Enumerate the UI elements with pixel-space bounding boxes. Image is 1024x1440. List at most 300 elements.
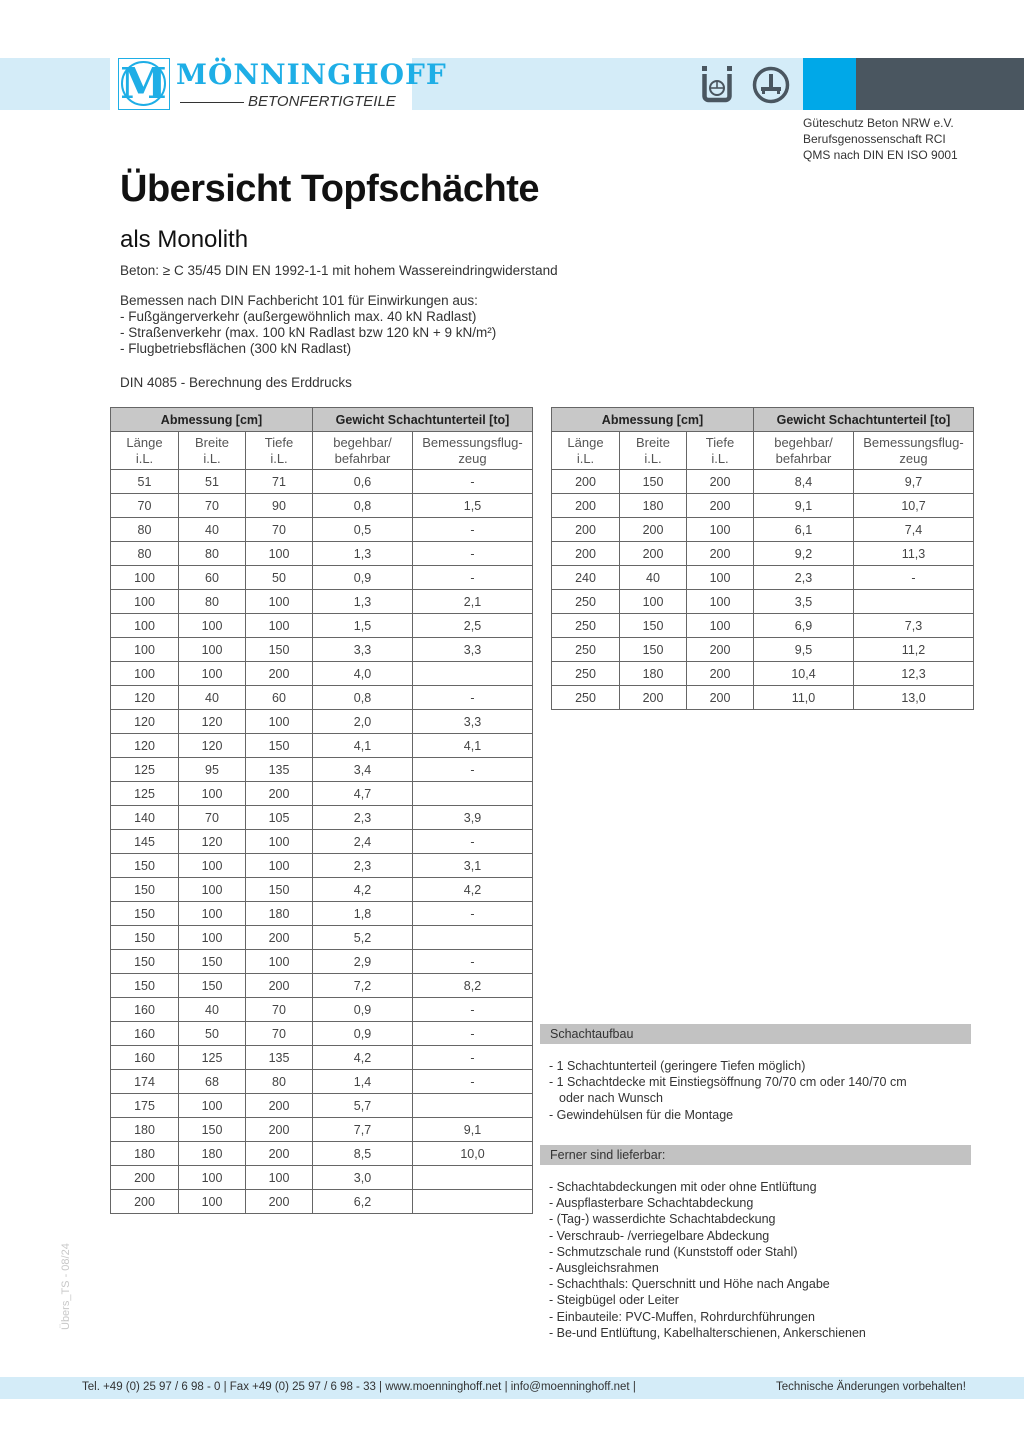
col-aircraft-cell xyxy=(413,926,533,950)
table-row xyxy=(552,494,974,518)
col-length-cell: 200 xyxy=(111,1166,179,1190)
col-length-cell: 175 xyxy=(111,1094,179,1118)
header-line: i.L. xyxy=(644,450,662,466)
col-length-cell: 180 xyxy=(111,1142,179,1166)
col-width-cell: 100 xyxy=(179,854,246,878)
logo-mark xyxy=(118,58,170,110)
col-aircraft-cell: 2,1 xyxy=(413,590,533,614)
col-aircraft-cell: 10,0 xyxy=(413,1142,533,1166)
col-depth-cell: 200 xyxy=(246,974,313,998)
table-row xyxy=(552,686,974,710)
col-aircraft-cell: 9,7 xyxy=(854,470,974,494)
col-width-cell: 60 xyxy=(179,566,246,590)
col-aircraft-cell: 4,2 xyxy=(413,878,533,902)
col-depth-cell: 50 xyxy=(246,566,313,590)
col-aircraft-cell: - xyxy=(413,950,533,974)
header-line: Breite xyxy=(195,434,229,450)
col-aircraft-cell xyxy=(413,1190,533,1214)
list-item: - 1 Schachtunterteil (geringere Tiefen möglich) xyxy=(549,1059,806,1073)
col-width-cell: 95 xyxy=(179,758,246,782)
table-row xyxy=(111,782,533,806)
col-length-cell: 80 xyxy=(111,542,179,566)
col-depth-cell: 150 xyxy=(246,878,313,902)
col-walkable-cell: 1,3 xyxy=(313,542,413,566)
col-aircraft-cell xyxy=(413,1094,533,1118)
header-line: i.L. xyxy=(711,450,729,466)
col-length-cell: 140 xyxy=(111,806,179,830)
col-depth-cell: 200 xyxy=(246,662,313,686)
table-row xyxy=(552,566,974,590)
table-row xyxy=(111,1094,533,1118)
col-depth-header xyxy=(246,432,313,470)
col-depth-cell: 100 xyxy=(687,566,754,590)
design-item: - Flugbetriebsflächen (300 kN Radlast) xyxy=(120,341,352,356)
col-aircraft-cell: 3,3 xyxy=(413,638,533,662)
table-row xyxy=(111,878,533,902)
dimensions-table-left xyxy=(110,407,533,1214)
header-line: i.L. xyxy=(270,450,288,466)
header-line: i.L. xyxy=(135,450,154,466)
header-weight: Gewicht Schachtunterteil [to] xyxy=(754,408,974,432)
col-aircraft-cell xyxy=(854,590,974,614)
design-item: - Fußgängerverkehr (außergewöhnlich max. 40 kN Radlast) xyxy=(120,309,477,324)
col-width-cell: 120 xyxy=(179,830,246,854)
header-dimensions: Abmessung [cm] xyxy=(552,408,754,432)
header-line: Bemessungsflug- xyxy=(422,434,523,450)
col-depth-cell: 105 xyxy=(246,806,313,830)
col-walkable-cell: 0,9 xyxy=(313,998,413,1022)
col-depth-cell: 200 xyxy=(246,1118,313,1142)
company-name: MÖNNINGHOFF xyxy=(176,58,447,91)
col-depth-cell: 90 xyxy=(246,494,313,518)
col-width-cell: 200 xyxy=(620,518,687,542)
col-aircraft-header xyxy=(413,432,533,470)
col-length-cell: 250 xyxy=(552,638,620,662)
col-aircraft-cell: 4,1 xyxy=(413,734,533,758)
col-width-cell: 40 xyxy=(179,518,246,542)
table-row xyxy=(552,662,974,686)
col-depth-cell: 70 xyxy=(246,998,313,1022)
col-walkable-cell: 4,1 xyxy=(313,734,413,758)
col-length-cell: 160 xyxy=(111,1046,179,1070)
col-walkable-cell: 0,9 xyxy=(313,1022,413,1046)
col-aircraft-cell: 12,3 xyxy=(854,662,974,686)
quality-seal-icon xyxy=(700,66,734,104)
certifications xyxy=(803,115,958,163)
col-depth-cell: 71 xyxy=(246,470,313,494)
col-length-cell: 120 xyxy=(111,686,179,710)
col-depth-cell: 100 xyxy=(687,614,754,638)
table-row xyxy=(552,470,974,494)
col-aircraft-cell: 11,2 xyxy=(854,638,974,662)
col-length-cell: 100 xyxy=(111,638,179,662)
col-walkable-cell: 5,2 xyxy=(313,926,413,950)
col-width-cell: 150 xyxy=(620,470,687,494)
col-depth-cell: 100 xyxy=(246,830,313,854)
col-length-cell: 100 xyxy=(111,566,179,590)
col-aircraft-cell: 3,9 xyxy=(413,806,533,830)
list-item: - Einbauteile: PVC-Muffen, Rohrdurchführungen xyxy=(549,1309,815,1324)
table-row xyxy=(111,806,533,830)
page-subtitle: als Monolith xyxy=(120,226,249,253)
col-walkable-cell: 7,2 xyxy=(313,974,413,998)
table-row xyxy=(111,734,533,758)
col-width-cell: 150 xyxy=(179,974,246,998)
table-row xyxy=(111,566,533,590)
table-row xyxy=(111,662,533,686)
list-item: - Schachthals: Querschnitt und Höhe nach Angabe xyxy=(549,1277,830,1292)
col-depth-cell: 100 xyxy=(246,1166,313,1190)
design-item: - Straßenverkehr (max. 100 kN Radlast bzw 120 kN + 9 kN/m²) xyxy=(120,325,497,340)
col-length-cell: 51 xyxy=(111,470,179,494)
col-width-header xyxy=(179,432,246,470)
table-row xyxy=(552,518,974,542)
col-width-cell: 150 xyxy=(179,1118,246,1142)
col-walkable-cell: 0,6 xyxy=(313,470,413,494)
col-aircraft-cell: - xyxy=(413,1070,533,1094)
table-row xyxy=(111,950,533,974)
col-length-cell: 150 xyxy=(111,902,179,926)
list-item: - 1 Schachtdecke mit Einstiegsöffnung 70/70 cm oder 140/70 cm xyxy=(549,1075,907,1090)
table-row xyxy=(111,710,533,734)
header-accent-blue xyxy=(803,58,856,110)
table-row xyxy=(552,590,974,614)
col-depth-cell: 200 xyxy=(687,662,754,686)
col-depth-cell: 135 xyxy=(246,1046,313,1070)
col-width-cell: 51 xyxy=(179,470,246,494)
col-length-cell: 125 xyxy=(111,782,179,806)
col-walkable-cell: 1,8 xyxy=(313,902,413,926)
col-depth-cell: 200 xyxy=(687,686,754,710)
col-aircraft-cell: - xyxy=(413,1046,533,1070)
col-depth-cell: 200 xyxy=(246,926,313,950)
col-length-cell: 150 xyxy=(111,854,179,878)
col-depth-cell: 100 xyxy=(687,518,754,542)
table-row xyxy=(111,542,533,566)
col-depth-cell: 100 xyxy=(246,614,313,638)
col-width-cell: 100 xyxy=(179,878,246,902)
list-item: - Steigbügel oder Leiter xyxy=(549,1293,679,1308)
col-length-cell: 125 xyxy=(111,758,179,782)
col-walkable-cell: 2,0 xyxy=(313,710,413,734)
col-length-cell: 200 xyxy=(111,1190,179,1214)
table-row xyxy=(111,854,533,878)
col-aircraft-cell: 10,7 xyxy=(854,494,974,518)
list-item: - Auspflasterbare Schachtabdeckung xyxy=(549,1196,754,1211)
col-walkable-cell: 2,9 xyxy=(313,950,413,974)
col-depth-cell: 200 xyxy=(687,470,754,494)
col-length-cell: 150 xyxy=(111,926,179,950)
col-length-cell: 100 xyxy=(111,614,179,638)
col-depth-cell: 100 xyxy=(246,710,313,734)
col-length-cell: 250 xyxy=(552,614,620,638)
col-length-cell: 150 xyxy=(111,950,179,974)
col-walkable-cell: 8,4 xyxy=(754,470,854,494)
schachtaufbau-list xyxy=(549,1058,907,1123)
list-item: - Verschraub- /verriegelbare Abdeckung xyxy=(549,1228,770,1243)
col-width-cell: 80 xyxy=(179,590,246,614)
col-length-cell: 150 xyxy=(111,878,179,902)
col-width-cell: 120 xyxy=(179,710,246,734)
table-row xyxy=(111,830,533,854)
bg-rci-seal-icon xyxy=(752,66,790,104)
col-walkable-cell: 4,0 xyxy=(313,662,413,686)
concrete-note: Beton: ≥ C 35/45 DIN EN 1992-1-1 mit hohem Wassereindringwiderstand xyxy=(120,263,558,278)
table-row xyxy=(111,998,533,1022)
table-row xyxy=(111,1022,533,1046)
col-width-cell: 100 xyxy=(179,638,246,662)
footer-disclaimer: Technische Änderungen vorbehalten! xyxy=(776,1381,966,1393)
col-walkable-cell: 1,5 xyxy=(313,614,413,638)
col-walkable-cell: 3,3 xyxy=(313,638,413,662)
header-line: Tiefe xyxy=(705,434,735,450)
col-aircraft-cell: 3,3 xyxy=(413,710,533,734)
col-width-cell: 120 xyxy=(179,734,246,758)
table-row xyxy=(111,470,533,494)
header-accent-dark xyxy=(856,58,1024,110)
col-width-cell: 80 xyxy=(179,542,246,566)
col-walkable-cell: 9,2 xyxy=(754,542,854,566)
col-width-cell: 70 xyxy=(179,806,246,830)
col-walkable-cell: 4,2 xyxy=(313,878,413,902)
certification: Berufsgenossenschaft RCI xyxy=(803,132,946,146)
col-walkable-cell: 1,4 xyxy=(313,1070,413,1094)
col-depth-cell: 200 xyxy=(246,1094,313,1118)
col-walkable-header xyxy=(754,432,854,470)
header-line: i.L. xyxy=(203,450,221,466)
list-item: - Schmutzschale rund (Kunststoff oder Stahl) xyxy=(549,1244,798,1259)
col-walkable-header xyxy=(313,432,413,470)
col-width-cell: 100 xyxy=(179,1190,246,1214)
col-length-header xyxy=(552,432,620,470)
table-row xyxy=(111,902,533,926)
header-line: befahrbar xyxy=(775,450,832,466)
design-basis xyxy=(120,293,496,357)
list-item: oder nach Wunsch xyxy=(559,1091,663,1106)
col-depth-cell: 100 xyxy=(246,590,313,614)
col-length-cell: 100 xyxy=(111,590,179,614)
col-aircraft-cell xyxy=(413,782,533,806)
header-line: befahrbar xyxy=(334,450,391,466)
col-length-cell: 200 xyxy=(552,470,620,494)
logo-divider xyxy=(180,102,244,103)
col-depth-cell: 200 xyxy=(687,638,754,662)
col-depth-cell: 100 xyxy=(687,590,754,614)
col-walkable-cell: 3,0 xyxy=(313,1166,413,1190)
col-length-cell: 150 xyxy=(111,974,179,998)
table-row xyxy=(111,1070,533,1094)
header-line: Tiefe xyxy=(264,434,294,450)
col-aircraft-cell: - xyxy=(413,830,533,854)
col-length-header xyxy=(111,432,179,470)
col-depth-cell: 200 xyxy=(687,494,754,518)
col-length-cell: 80 xyxy=(111,518,179,542)
col-aircraft-cell: - xyxy=(413,566,533,590)
col-depth-cell: 70 xyxy=(246,1022,313,1046)
col-walkable-cell: 1,3 xyxy=(313,590,413,614)
header-dimensions: Abmessung [cm] xyxy=(111,408,313,432)
table-row xyxy=(111,590,533,614)
col-walkable-cell: 4,2 xyxy=(313,1046,413,1070)
col-width-cell: 100 xyxy=(179,1166,246,1190)
table-row xyxy=(111,758,533,782)
col-depth-cell: 100 xyxy=(246,854,313,878)
table-row xyxy=(552,542,974,566)
col-length-cell: 250 xyxy=(552,662,620,686)
col-depth-cell: 100 xyxy=(246,950,313,974)
col-depth-cell: 60 xyxy=(246,686,313,710)
header-line: i.L. xyxy=(576,450,595,466)
col-walkable-cell: 0,8 xyxy=(313,494,413,518)
design-intro: Bemessen nach DIN Fachbericht 101 für Einwirkungen aus: xyxy=(120,293,478,308)
col-width-cell: 100 xyxy=(179,614,246,638)
col-width-cell: 100 xyxy=(179,782,246,806)
logo-letter: M xyxy=(120,59,167,108)
col-depth-cell: 200 xyxy=(687,542,754,566)
col-aircraft-cell xyxy=(413,662,533,686)
col-length-cell: 160 xyxy=(111,998,179,1022)
certification: Güteschutz Beton NRW e.V. xyxy=(803,116,954,130)
col-depth-cell: 100 xyxy=(246,542,313,566)
dimensions-table-right xyxy=(551,407,974,710)
col-width-cell: 100 xyxy=(620,590,687,614)
col-length-cell: 120 xyxy=(111,710,179,734)
col-length-cell: 240 xyxy=(552,566,620,590)
col-walkable-cell: 2,3 xyxy=(313,806,413,830)
col-depth-cell: 135 xyxy=(246,758,313,782)
col-walkable-cell: 5,7 xyxy=(313,1094,413,1118)
col-walkable-cell: 0,5 xyxy=(313,518,413,542)
table-row xyxy=(111,518,533,542)
table-row xyxy=(111,1166,533,1190)
col-width-cell: 180 xyxy=(179,1142,246,1166)
col-length-cell: 180 xyxy=(111,1118,179,1142)
col-walkable-cell: 6,1 xyxy=(754,518,854,542)
table-row xyxy=(111,1142,533,1166)
list-item: - Schachtabdeckungen mit oder ohne Entlüftung xyxy=(549,1180,817,1194)
col-width-cell: 150 xyxy=(179,950,246,974)
col-aircraft-cell xyxy=(413,1166,533,1190)
col-depth-cell: 200 xyxy=(246,782,313,806)
col-walkable-cell: 2,3 xyxy=(313,854,413,878)
col-width-cell: 100 xyxy=(179,1094,246,1118)
section-heading-lieferbar: Ferner sind lieferbar: xyxy=(540,1145,971,1165)
table-row xyxy=(111,614,533,638)
document-code: Übers_TS - 08/24 xyxy=(60,1243,72,1330)
col-width-cell: 180 xyxy=(620,494,687,518)
list-item: - Be-und Entlüftung, Kabelhalterschienen, Ankerschienen xyxy=(549,1325,866,1340)
col-aircraft-cell: 13,0 xyxy=(854,686,974,710)
col-walkable-cell: 7,7 xyxy=(313,1118,413,1142)
page-title: Übersicht Topfschächte xyxy=(120,168,540,210)
col-width-cell: 100 xyxy=(179,902,246,926)
header-line: zeug xyxy=(899,450,928,466)
col-aircraft-cell: - xyxy=(413,518,533,542)
col-aircraft-cell: - xyxy=(854,566,974,590)
col-width-cell: 100 xyxy=(179,662,246,686)
col-depth-cell: 200 xyxy=(246,1190,313,1214)
col-aircraft-cell: - xyxy=(413,542,533,566)
col-walkable-cell: 4,7 xyxy=(313,782,413,806)
col-walkable-cell: 6,9 xyxy=(754,614,854,638)
col-length-cell: 145 xyxy=(111,830,179,854)
col-aircraft-cell: 8,2 xyxy=(413,974,533,998)
col-width-cell: 150 xyxy=(620,614,687,638)
list-item: - Ausgleichsrahmen xyxy=(549,1261,659,1276)
col-length-cell: 200 xyxy=(552,518,620,542)
table-row xyxy=(111,1190,533,1214)
col-walkable-cell: 3,4 xyxy=(313,758,413,782)
header-line: Länge xyxy=(126,434,163,450)
col-width-cell: 200 xyxy=(620,542,687,566)
col-aircraft-cell: - xyxy=(413,758,533,782)
table-row xyxy=(552,638,974,662)
col-width-cell: 40 xyxy=(620,566,687,590)
col-length-cell: 250 xyxy=(552,686,620,710)
col-width-cell: 70 xyxy=(179,494,246,518)
header-line: Länge xyxy=(567,434,604,450)
col-aircraft-cell: - xyxy=(413,686,533,710)
table-row xyxy=(111,926,533,950)
list-item: - Gewindehülsen für die Montage xyxy=(549,1107,734,1122)
col-depth-header xyxy=(687,432,754,470)
col-aircraft-cell: - xyxy=(413,1022,533,1046)
col-aircraft-cell: 7,4 xyxy=(854,518,974,542)
col-length-cell: 200 xyxy=(552,542,620,566)
col-length-cell: 174 xyxy=(111,1070,179,1094)
col-width-cell: 50 xyxy=(179,1022,246,1046)
table-row xyxy=(111,974,533,998)
col-walkable-cell: 10,4 xyxy=(754,662,854,686)
table-row xyxy=(111,1118,533,1142)
certification: QMS nach DIN EN ISO 9001 xyxy=(803,148,958,162)
header-line: zeug xyxy=(458,450,487,466)
col-depth-cell: 70 xyxy=(246,518,313,542)
footer-contact: Tel. +49 (0) 25 97 / 6 98 - 0 | Fax +49 (0) 25 97 / 6 98 - 33 | www.moenninghoff.net | info@moenninghoff.net | xyxy=(82,1381,636,1393)
col-depth-cell: 80 xyxy=(246,1070,313,1094)
col-walkable-cell: 2,4 xyxy=(313,830,413,854)
col-walkable-cell: 9,1 xyxy=(754,494,854,518)
col-width-cell: 68 xyxy=(179,1070,246,1094)
col-depth-cell: 180 xyxy=(246,902,313,926)
header-line: Bemessungsflug- xyxy=(863,434,964,450)
col-aircraft-cell: 2,5 xyxy=(413,614,533,638)
col-depth-cell: 150 xyxy=(246,638,313,662)
section-heading-schachtaufbau: Schachtaufbau xyxy=(540,1024,971,1044)
col-walkable-cell: 0,9 xyxy=(313,566,413,590)
col-walkable-cell: 9,5 xyxy=(754,638,854,662)
col-aircraft-cell: - xyxy=(413,998,533,1022)
col-width-cell: 200 xyxy=(620,686,687,710)
list-item: - (Tag-) wasserdichte Schachtabdeckung xyxy=(549,1212,776,1227)
company-subtitle: BETONFERTIGTEILE xyxy=(248,93,396,110)
header-line: begehbar/ xyxy=(333,434,392,450)
din-note: DIN 4085 - Berechnung des Erddrucks xyxy=(120,375,352,390)
table-row xyxy=(111,494,533,518)
col-aircraft-header xyxy=(854,432,974,470)
col-width-cell: 40 xyxy=(179,686,246,710)
header-line: begehbar/ xyxy=(774,434,833,450)
table-row xyxy=(111,1046,533,1070)
col-walkable-cell: 8,5 xyxy=(313,1142,413,1166)
table-row xyxy=(111,686,533,710)
col-depth-cell: 200 xyxy=(246,1142,313,1166)
lieferbar-list xyxy=(549,1179,866,1341)
col-walkable-cell: 0,8 xyxy=(313,686,413,710)
col-walkable-cell: 3,5 xyxy=(754,590,854,614)
col-length-cell: 70 xyxy=(111,494,179,518)
col-width-header xyxy=(620,432,687,470)
